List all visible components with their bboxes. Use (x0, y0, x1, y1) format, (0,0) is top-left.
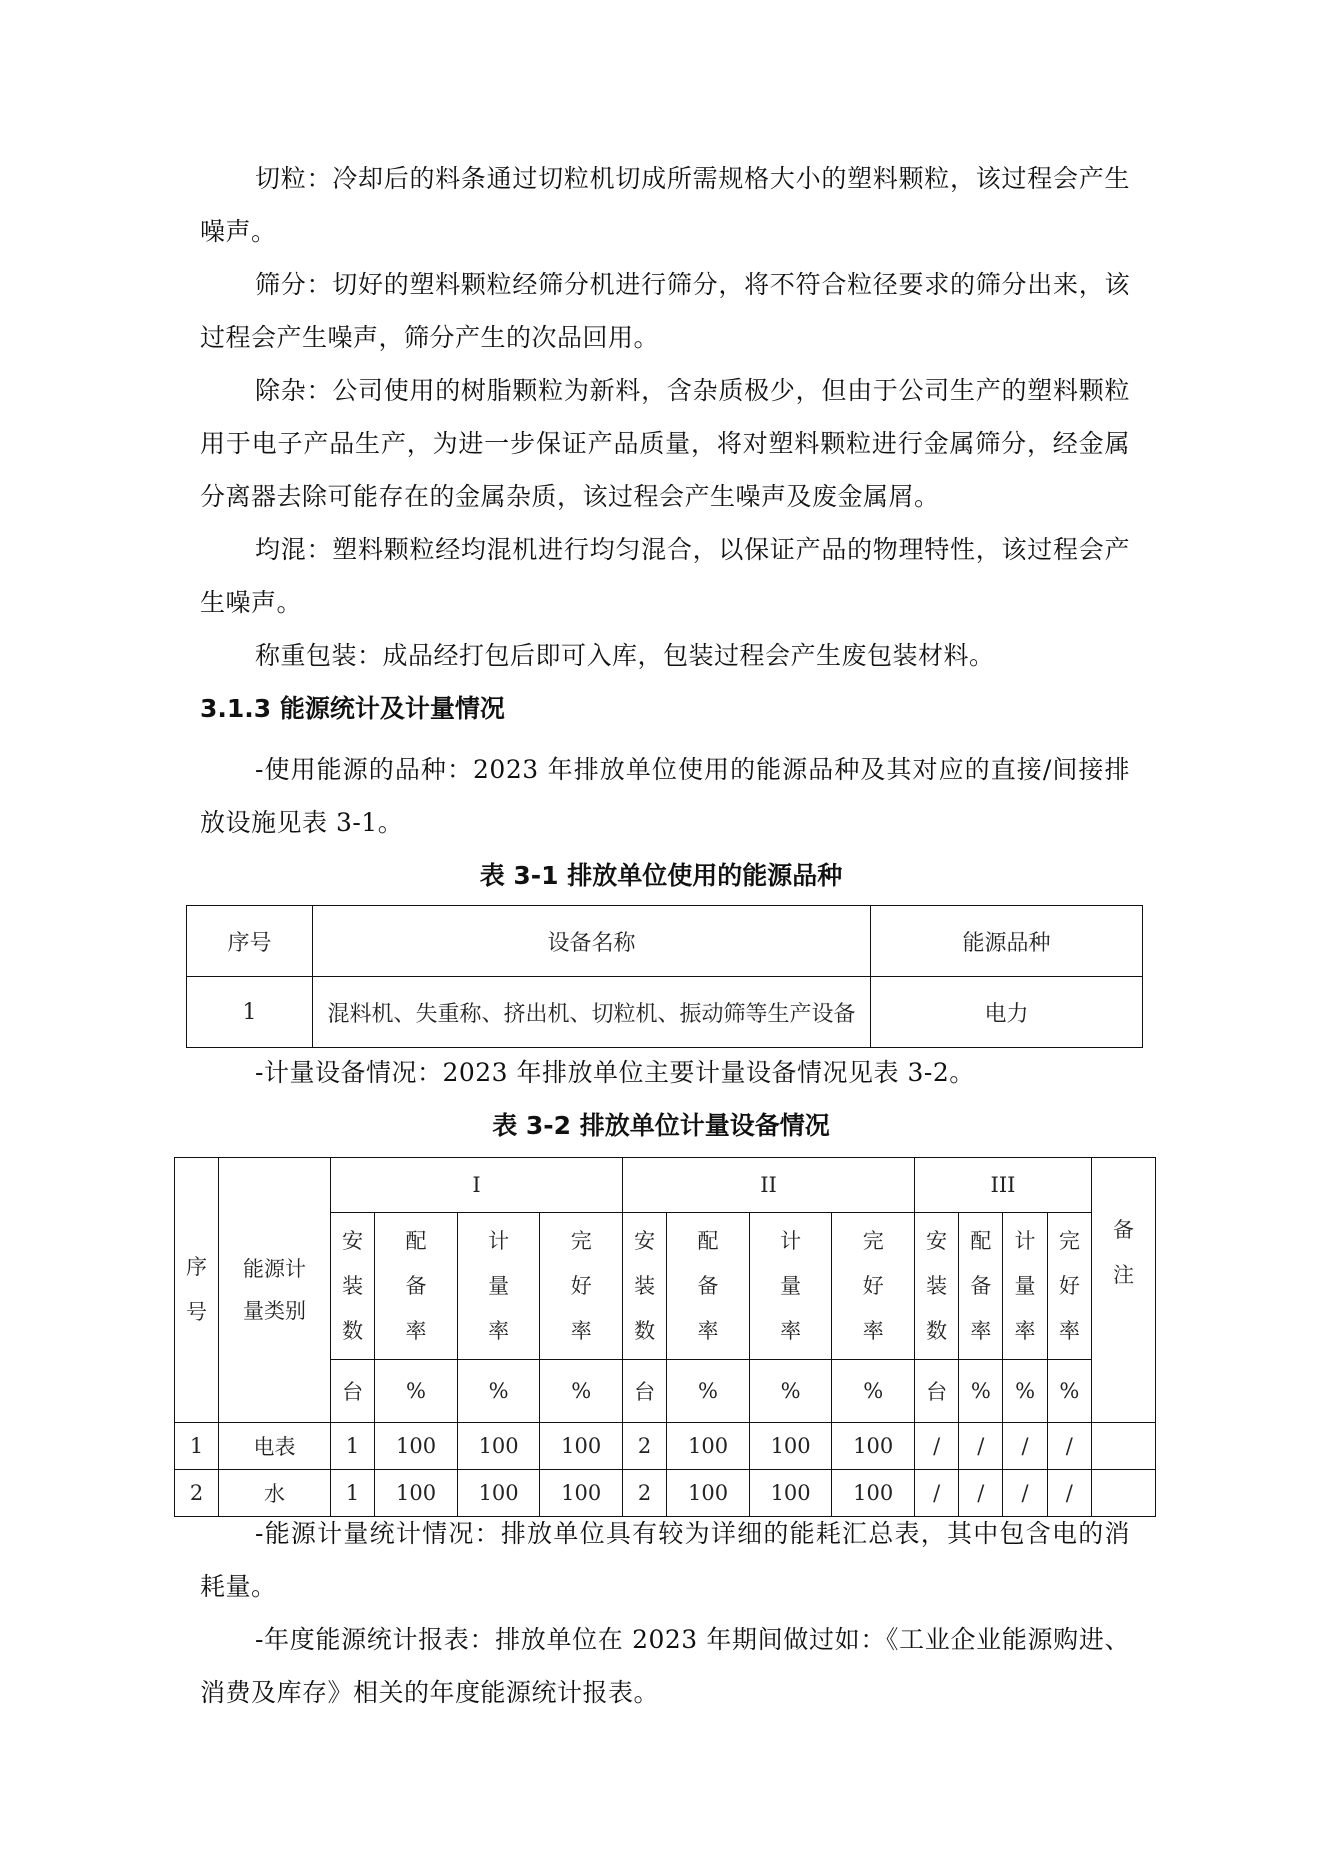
table-cell: 100 (832, 1423, 915, 1470)
section-heading: 3.1.3 能源统计及计量情况 (200, 694, 505, 723)
group-header-cell: II (623, 1158, 915, 1213)
unit-cell: % (832, 1360, 915, 1423)
table-cell: 2 (175, 1470, 219, 1517)
unit-cell: % (1047, 1360, 1091, 1423)
table-cell: 100 (540, 1423, 623, 1470)
table-cell: 100 (749, 1423, 832, 1470)
table-header-cell: 设备名称 (313, 906, 871, 977)
unit-cell: 台 (915, 1360, 959, 1423)
table-header-cell: 完 好 率 (832, 1213, 915, 1360)
table-cell: 水 (219, 1470, 331, 1517)
bottom-paragraphs (200, 1507, 1130, 1719)
table-header-cell: 配 备 率 (375, 1213, 458, 1360)
paragraph-qieli: 切粒：冷却后的料条通过切粒机切成所需规格大小的塑料颗粒，该过程会产生噪声。 (200, 164, 1130, 246)
unit-cell: % (540, 1360, 623, 1423)
unit-cell: 台 (331, 1360, 375, 1423)
unit-cell: % (749, 1360, 832, 1423)
metering-equipment-table (174, 1157, 1156, 1517)
table-cell: 混料机、失重称、挤出机、切粒机、振动筛等生产设备 (313, 977, 871, 1048)
metering-block (200, 1046, 1130, 1099)
table-cell: 100 (667, 1423, 750, 1470)
energy-types-block (200, 743, 1130, 849)
table-cell: / (1003, 1470, 1047, 1517)
table-cell: 100 (457, 1423, 540, 1470)
table-header-cell: 序号 (187, 906, 313, 977)
group-header-cell: I (331, 1158, 623, 1213)
table-cell: / (959, 1470, 1003, 1517)
paragraph-metering-stats: -能源计量统计情况：排放单位具有较为详细的能耗汇总表，其中包含电的消耗量。 (200, 1519, 1130, 1601)
table-header-row (175, 1158, 1156, 1213)
paragraph-metering: -计量设备情况：2023 年排放单位主要计量设备情况见表 3-2。 (255, 1058, 975, 1087)
table-header-cell: 完 好 率 (1047, 1213, 1091, 1360)
table-cell (1092, 1423, 1156, 1470)
table-cell: / (1003, 1423, 1047, 1470)
table-cell: 电力 (871, 977, 1143, 1048)
paragraph-chuza: 除杂：公司使用的树脂颗粒为新料，含杂质极少，但由于公司生产的塑料颗粒用于电子产品生产，为进一步保证产品质量，将对塑料颗粒进行金属筛分，经金属分离器去除可能存在的金属杂质，该过程会产生噪声及废金属屑。 (200, 376, 1130, 511)
table-header-cell: 计 量 率 (1003, 1213, 1047, 1360)
table-cell: / (1047, 1470, 1091, 1517)
table-cell: 100 (540, 1470, 623, 1517)
table-cell: / (959, 1423, 1003, 1470)
table-header-cell: 安 装 数 (915, 1213, 959, 1360)
table-header-cell: 序 号 (175, 1158, 219, 1423)
table-header-cell: 配 备 率 (667, 1213, 750, 1360)
top-paragraphs (200, 152, 1130, 735)
table-cell: / (915, 1423, 959, 1470)
unit-cell: % (959, 1360, 1003, 1423)
unit-cell: % (375, 1360, 458, 1423)
energy-types-table (186, 905, 1143, 1048)
table-cell: 100 (457, 1470, 540, 1517)
table-cell: 100 (375, 1470, 458, 1517)
paragraph-energy-types: -使用能源的品种：2023 年排放单位使用的能源品种及其对应的直接/间接排放设施见表 3-1。 (200, 755, 1130, 837)
table-cell: 2 (623, 1423, 667, 1470)
unit-cell: % (667, 1360, 750, 1423)
table-header-cell: 计 量 率 (749, 1213, 832, 1360)
table-row (175, 1423, 1156, 1470)
table-cell: 1 (331, 1423, 375, 1470)
unit-cell: % (457, 1360, 540, 1423)
paragraph-shaifen: 筛分：切好的塑料颗粒经筛分机进行筛分，将不符合粒径要求的筛分出来，该过程会产生噪声，筛分产生的次品回用。 (200, 270, 1130, 352)
unit-cell: 台 (623, 1360, 667, 1423)
table-cell: / (915, 1470, 959, 1517)
table-header-row (187, 906, 1143, 977)
table-header-cell: 备 注 (1092, 1158, 1156, 1423)
paragraph-chengzhong: 称重包装：成品经打包后即可入库，包装过程会产生废包装材料。 (255, 641, 995, 670)
table-header-cell: 完 好 率 (540, 1213, 623, 1360)
table-cell: 1 (175, 1423, 219, 1470)
unit-cell: % (1003, 1360, 1047, 1423)
table-cell: 1 (187, 977, 313, 1048)
table-cell: 100 (749, 1470, 832, 1517)
table-cell: 100 (667, 1470, 750, 1517)
table-header-cell: 配 备 率 (959, 1213, 1003, 1360)
paragraph-junhun: 均混：塑料颗粒经均混机进行均匀混合，以保证产品的物理特性，该过程会产生噪声。 (200, 535, 1130, 617)
table-header-cell: 安 装 数 (331, 1213, 375, 1360)
paragraph-annual-report: -年度能源统计报表：排放单位在 2023 年期间做过如：《工业企业能源购进、消费及库存》相关的年度能源统计报表。 (200, 1625, 1130, 1707)
table1-caption: 表 3-1 排放单位使用的能源品种 (479, 861, 843, 890)
table-header-cell: 能源品种 (871, 906, 1143, 977)
table-header-cell: 安 装 数 (623, 1213, 667, 1360)
table-cell: 100 (832, 1470, 915, 1517)
table-header-cell: 能源计量类别 (219, 1158, 331, 1423)
table-cell: 1 (331, 1470, 375, 1517)
table2-caption: 表 3-2 排放单位计量设备情况 (492, 1111, 830, 1140)
table-header-cell: 计 量 率 (457, 1213, 540, 1360)
table-cell: 2 (623, 1470, 667, 1517)
table-cell: 100 (375, 1423, 458, 1470)
group-header-cell: III (915, 1158, 1092, 1213)
table-cell: / (1047, 1423, 1091, 1470)
table-cell: 电表 (219, 1423, 331, 1470)
table-row (187, 977, 1143, 1048)
